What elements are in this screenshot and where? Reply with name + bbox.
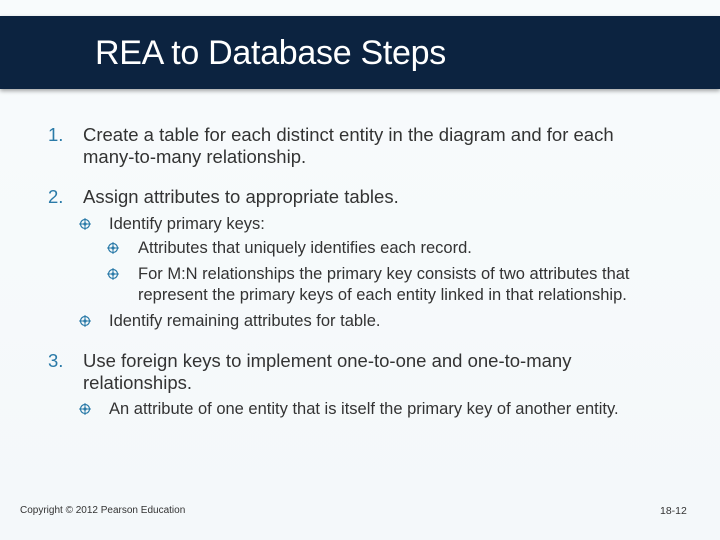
- step-text: Assign attributes to appropriate tables.: [83, 186, 399, 207]
- target-bullet-icon: [107, 242, 119, 254]
- bullet-text: An attribute of one entity that is itself the primary key of another entity.: [109, 400, 619, 418]
- step-text: Create a table for each distinct entity in the diagram and for each: [83, 124, 614, 145]
- step-text-continued: many-to-many relationship.: [83, 146, 307, 167]
- target-bullet-icon: [107, 268, 119, 280]
- copyright-footer: Copyright © 2012 Pearson Education: [20, 505, 186, 516]
- target-bullet-icon: [79, 218, 91, 230]
- bullet-text: Identify remaining attributes for table.: [109, 312, 381, 330]
- step-number: 3.: [48, 350, 64, 371]
- target-bullet-icon: [79, 403, 91, 415]
- sub-bullet-text-continued: represent the primary keys of each entity linked in that relationship.: [138, 286, 627, 304]
- page-number: 18-12: [660, 505, 687, 517]
- target-bullet-icon: [79, 315, 91, 327]
- step-number: 2.: [48, 186, 64, 207]
- sub-bullet-text: For M:N relationships the primary key consists of two attributes that: [138, 265, 630, 283]
- step-text: Use foreign keys to implement one-to-one and one-to-many: [83, 350, 572, 371]
- step-text-continued: relationships.: [83, 372, 193, 393]
- bullet-text: Identify primary keys:: [109, 215, 265, 233]
- slide-title: REA to Database Steps: [95, 34, 446, 72]
- step-number: 1.: [48, 124, 64, 145]
- sub-bullet-text: Attributes that uniquely identifies each record.: [138, 239, 472, 257]
